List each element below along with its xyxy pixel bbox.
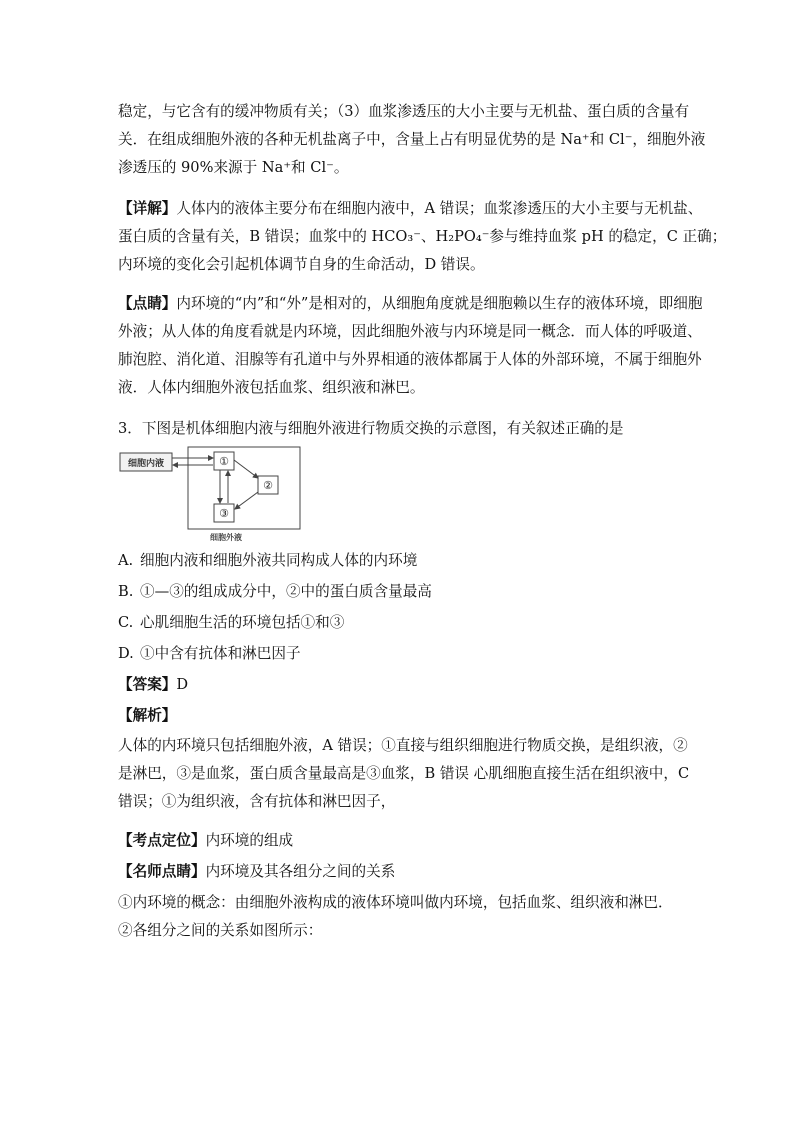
node-3-label: ③: [219, 507, 229, 520]
text-line: ②各组分之间的关系如图所示：: [118, 922, 323, 939]
answer-line: [118, 675, 188, 695]
comment-section: [118, 290, 703, 402]
exam-point-line: 【考点定位】内环境的组成: [118, 832, 294, 849]
extracellular-label: 细胞外液: [210, 532, 242, 542]
teacher-section: [118, 889, 678, 945]
intro-paragraph: [118, 98, 706, 182]
option-a: A. 细胞内液和细胞外液共同构成人体的内环境: [118, 552, 418, 569]
detail-tag: 【详解】: [118, 200, 177, 217]
analysis-section: [118, 732, 690, 816]
option-d: D. ①中含有抗体和淋巴因子: [118, 645, 301, 662]
node-1-label: ①: [219, 455, 229, 468]
text-line: 液．人体内细胞外液包括血浆、组织液和淋巴。: [118, 379, 425, 396]
text-line: 错误；①为组织液，含有抗体和淋巴因子，: [118, 793, 396, 810]
answer-tag: 【答案】: [118, 676, 177, 693]
text-line: 蛋白质的含量有关，B 错误；血浆中的 HCO₃⁻、H₂PO₄⁻参与维持血浆 pH 的稳定，C 正确；: [118, 228, 727, 245]
text-line: 内环境的“内”和“外”是相对的，从细胞角度就是细胞赖以生存的液体环境，即细胞: [176, 295, 703, 312]
teacher-line: 【名师点睛】内环境及其各组分之间的关系: [118, 863, 396, 880]
extracellular-box: [188, 447, 300, 529]
text-line: 内环境的变化会引起机体调节自身的生命活动，D 错误。: [118, 256, 485, 273]
intracellular-label: 细胞内液: [127, 459, 165, 469]
option-b: B. ①—③的组成成分中，②中的蛋白质含量最高: [118, 583, 432, 600]
text-line: 渗透压的 90%来源于 Na⁺和 Cl⁻。: [118, 159, 349, 176]
text-line: 肺泡腔、消化道、泪腺等有孔道中与外界相通的液体都属于人体的外部环境，不属于细胞外: [118, 351, 702, 368]
option-c: C. 心肌细胞生活的环境包括①和③: [118, 614, 345, 631]
text-line: 是淋巴，③是血浆，蛋白质含量最高是③血浆，B 错误 心肌细胞直接生活在组织液中，C: [118, 765, 690, 782]
arrow-1-to-2: [234, 460, 258, 478]
text-line: 稳定，与它含有的缓冲物质有关；（3）血浆渗透压的大小主要与无机盐、蛋白质的含量有: [118, 103, 690, 120]
detail-section: [118, 195, 727, 279]
exchange-diagram: [118, 445, 308, 545]
analysis-tag: 【解析】: [118, 707, 177, 724]
text-line: 人体的内环境只包括细胞外液，A 错误；①直接与组织细胞进行物质交换，是组织液，②: [118, 737, 688, 754]
comment-tag: 【点睛】: [118, 295, 177, 312]
text-line: ①内环境的概念：由细胞外液构成的液体环境叫做内环境，包括血浆、组织液和淋巴．: [118, 894, 673, 911]
text-line: 人体内的液体主要分布在细胞内液中，A 错误；血浆渗透压的大小主要与无机盐、: [176, 200, 703, 217]
arrow-2-to-3: [235, 492, 258, 509]
text-line: 外液；从人体的角度看就是内环境，因此细胞外液与内环境是同一概念．而人体的呼吸道、: [118, 323, 702, 340]
teacher-tag: 【名师点睛】: [118, 863, 206, 880]
answer-value: D: [176, 676, 189, 693]
question-stem: 3．下图是机体细胞内液与细胞外液进行物质交换的示意图，有关叙述正确的是: [118, 420, 624, 437]
exam-point-tag: 【考点定位】: [118, 832, 206, 849]
analysis-tag-line: [118, 706, 176, 726]
text-line: 关．在组成细胞外液的各种无机盐离子中，含量上占有明显优势的是 Na⁺和 Cl⁻，细胞外液: [118, 131, 706, 148]
node-2-label: ②: [263, 479, 273, 492]
